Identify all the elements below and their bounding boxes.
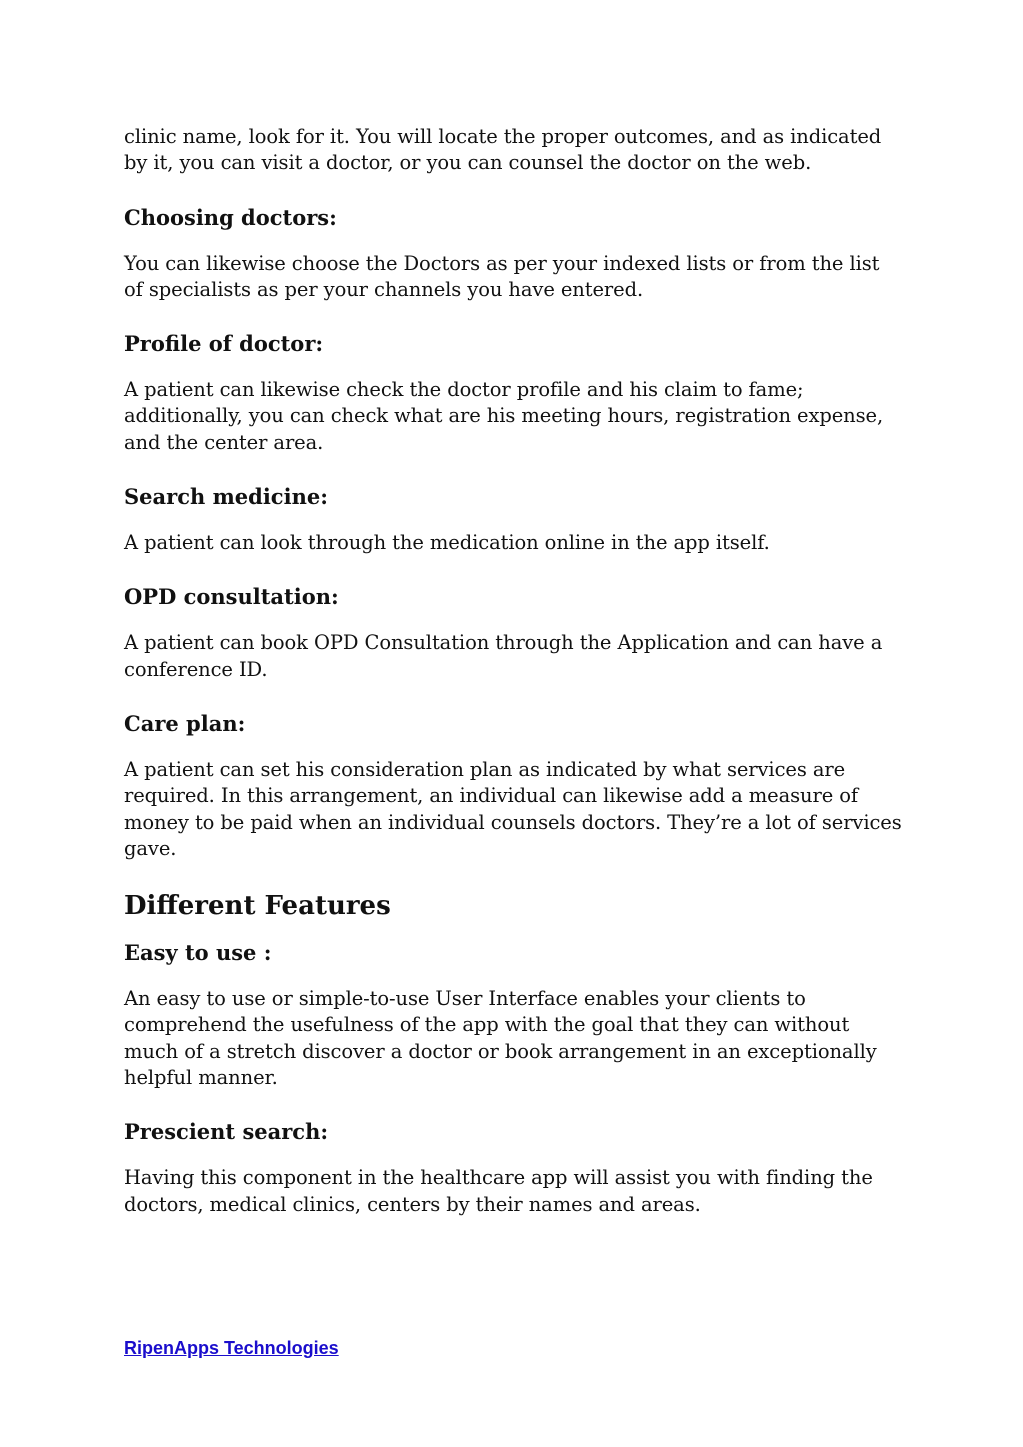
features-title: Different Features: [124, 891, 391, 922]
section-heading-search-medicine: Search medicine:: [124, 484, 328, 510]
section-heading-care-plan: Care plan:: [124, 710, 246, 736]
feature-heading-prescient-search: Prescient search:: [124, 1119, 329, 1145]
feature-text-prescient-search: Having this component in the healthcare app will assist you with finding the doctors, medical clinics, centers by their names and areas.: [124, 1166, 873, 1216]
section-text-profile-of-doctor: A patient can likewise check the doctor profile and his claim to fame; additionally, you can check what are his meeting hours, registration expense, and the center area.: [124, 378, 884, 454]
section-heading-opd-consultation: OPD consultation:: [124, 584, 339, 610]
footer-company-link[interactable]: RipenApps Technologies: [124, 1338, 339, 1358]
section-heading-profile-of-doctor: Profile of doctor:: [124, 331, 324, 357]
section-text-opd-consultation: A patient can book OPD Consultation through the Application and can have a conference ID.: [124, 631, 883, 681]
section-text-choosing-doctors: You can likewise choose the Doctors as per your indexed lists or from the list of specialists as per your channels you have entered.: [124, 251, 880, 301]
section-text-care-plan: A patient can set his consideration plan as indicated by what services are required. In this arrangement, an individual can likewise add a measure of money to be paid when an individual counsels doctors. They’re a lot of services gave.: [124, 757, 902, 860]
document-body: [124, 124, 904, 1218]
section-text-search-medicine: A patient can look through the medication online in the app itself.: [124, 531, 770, 555]
feature-heading-easy-to-use: Easy to use :: [124, 940, 272, 966]
section-heading-choosing-doctors: Choosing doctors:: [124, 204, 337, 230]
feature-text-easy-to-use: An easy to use or simple-to-use User Interface enables your clients to comprehend the usefulness of the app with the goal that they can without much of a stretch discover a doctor or book arrangement in an exceptionally helpful manner.: [124, 987, 877, 1090]
intro-paragraph: clinic name, look for it. You will locate the proper outcomes, and as indicated by it, you can visit a doctor, or you can counsel the doctor on the web.: [124, 125, 882, 175]
